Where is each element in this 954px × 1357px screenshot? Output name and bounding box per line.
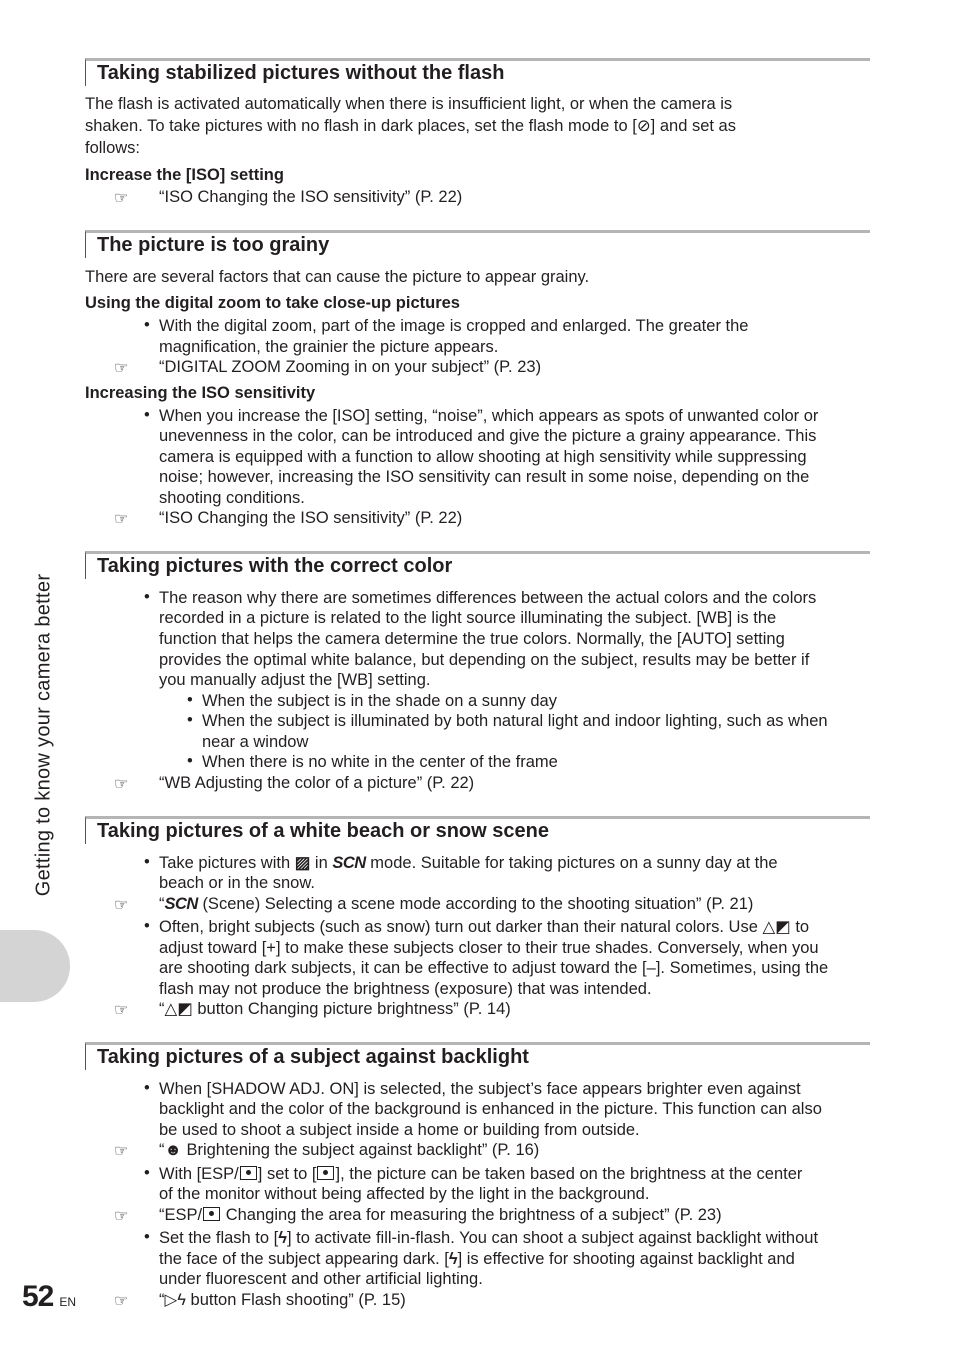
section-title: Taking pictures of a white beach or snow scene	[97, 820, 549, 842]
reference-link[interactable]	[159, 1205, 722, 1226]
reference-hand-icon: ☞	[114, 360, 127, 377]
reference-hand-icon: ☞	[114, 776, 127, 793]
reference-link[interactable]: “△◩ button Changing picture brightness” (P. 14)	[159, 1000, 511, 1018]
spot-metering-icon	[317, 1166, 334, 1180]
bullet-text: near a window	[202, 733, 309, 751]
text: Brightening the subject against backlight” (P. 16)	[186, 1141, 540, 1159]
text: mode. Suitable for taking pictures on a sunny day at the	[370, 854, 778, 872]
bullet-text: The reason why there are sometimes differences between the actual colors and the colors	[159, 589, 817, 607]
bullet-icon: •	[144, 316, 150, 334]
bullet-icon: •	[144, 1228, 150, 1246]
bullet-icon: •	[187, 691, 193, 709]
text: ] set to [	[257, 1165, 317, 1183]
text: Take pictures with	[159, 854, 291, 872]
text: in	[314, 854, 328, 872]
exposure-compensation-icon: △◩	[164, 1000, 193, 1018]
bullet-icon: •	[144, 1164, 150, 1182]
section-heading-grainy	[85, 230, 870, 258]
text: ] and set as	[650, 117, 736, 135]
text: shaken. To take pictures with no flash in dark places, set the flash mode to [	[85, 117, 637, 135]
bullet-text: unevenness in the color, can be introduced and give the picture a grainy appearance. This	[159, 427, 817, 445]
bullet-text: of the monitor without being affected by the light in the background.	[159, 1185, 650, 1203]
text: the face of the subject appearing dark. [	[159, 1250, 449, 1268]
subheading: Using the digital zoom to take close-up pictures	[85, 294, 460, 312]
reference-link[interactable]: “ISO Changing the ISO sensitivity” (P. 22)	[159, 509, 463, 527]
bullet-text: camera is equipped with a function to allow shooting at high sensitivity while suppressing	[159, 448, 807, 466]
bullet-icon: •	[144, 1079, 150, 1097]
text: With [ESP/	[159, 1165, 239, 1183]
bullet-text: be used to shoot a subject inside a home or building from outside.	[159, 1121, 640, 1139]
reference-link[interactable]: “DIGITAL ZOOM Zooming in on your subject” (P. 23)	[159, 358, 542, 376]
bullet-text	[159, 1164, 802, 1185]
bullet-icon: •	[144, 917, 150, 935]
bullet-text: When [SHADOW ADJ. ON] is selected, the subject’s face appears brighter even against	[159, 1080, 801, 1098]
bullet-text: are shooting dark subjects, it can be effective to adjust toward the [–]. Sometimes, using the	[159, 959, 829, 977]
text: Changing the area for measuring the brightness of a subject” (P. 23)	[225, 1206, 722, 1224]
scn-icon: SCN	[164, 895, 198, 913]
bullet-text: provides the optimal white balance, but depending on the subject, results may be better if	[159, 651, 810, 669]
reference-link[interactable]: “☻ Brightening the subject against backlight” (P. 16)	[159, 1141, 540, 1159]
reference-link[interactable]: “SCN (Scene) Selecting a scene mode according to the shooting situation” (P. 21)	[159, 895, 754, 913]
chapter-tab	[0, 930, 70, 1002]
scn-icon: SCN	[332, 854, 366, 872]
section-heading-stabilized	[85, 58, 870, 86]
bullet-text: noise; however, increasing the ISO sensitivity can result in some noise, depending on the	[159, 468, 810, 486]
section-title: Taking pictures of a subject against backlight	[97, 1046, 529, 1068]
text: ] is effective for shooting against backlight and	[457, 1250, 795, 1268]
bullet-text	[159, 917, 809, 938]
section-heading-beach-snow	[85, 816, 870, 844]
subheading: Increase the [ISO] setting	[85, 166, 284, 184]
bullet-text: recorded in a picture is related to the light source illuminating the subject. [WB] is the	[159, 609, 777, 627]
exposure-compensation-icon: △◩	[762, 918, 791, 936]
flash-button-icon: ▷ϟ	[164, 1291, 186, 1309]
subheading: Increasing the ISO sensitivity	[85, 384, 316, 402]
text: ], the picture can be taken based on the brightness at the center	[335, 1165, 803, 1183]
bullet-text: When you increase the [ISO] setting, “noise”, which appears as spots of unwanted color or	[159, 407, 819, 425]
bullet-text: magnification, the grainier the picture appears.	[159, 338, 499, 356]
bullet-text: When there is no white in the center of the frame	[202, 753, 558, 771]
bullet-text: adjust toward [+] to make these subjects closer to their true shades. Conversely, when you	[159, 939, 819, 957]
bullet-icon: •	[187, 752, 193, 770]
reference-link[interactable]: “▷ϟ button Flash shooting” (P. 15)	[159, 1291, 406, 1309]
bullet-text: flash may not produce the brightness (exposure) that was intended.	[159, 980, 652, 998]
flash-off-icon: ⊘	[636, 117, 651, 135]
spot-metering-icon	[240, 1166, 257, 1180]
text: button Flash shooting” (P. 15)	[190, 1291, 406, 1309]
bullet-text	[159, 1228, 818, 1249]
text: Set the flash to [	[159, 1229, 279, 1247]
text: “ESP/	[159, 1206, 203, 1224]
bullet-text: backlight and the color of the background is enhanced in the picture. This function can also	[159, 1100, 822, 1118]
shadow-adjust-icon: ☻	[164, 1141, 182, 1159]
reference-hand-icon: ☞	[114, 511, 127, 528]
text: (Scene) Selecting a scene mode according to the shooting situation” (P. 21)	[202, 895, 754, 913]
page-number	[22, 1280, 76, 1314]
reference-hand-icon: ☞	[114, 190, 127, 207]
section-title: The picture is too grainy	[97, 234, 330, 256]
paragraph-line: follows:	[85, 139, 141, 157]
section-heading-backlight	[85, 1042, 870, 1070]
reference-hand-icon: ☞	[114, 1143, 127, 1160]
text: to	[795, 918, 810, 936]
text: ] to activate fill-in-flash. You can shoot a subject against backlight without	[286, 1229, 819, 1247]
bullet-text: With the digital zoom, part of the image is cropped and enlarged. The greater the	[159, 317, 749, 335]
section-title: Taking stabilized pictures without the flash	[97, 62, 505, 84]
paragraph-line: There are several factors that can cause the picture to appear grainy.	[85, 268, 590, 286]
bullet-icon: •	[144, 853, 150, 871]
bullet-text: beach or in the snow.	[159, 874, 315, 892]
beach-snow-mode-icon: ▨	[294, 854, 311, 872]
flash-on-icon: ϟ	[278, 1229, 287, 1247]
bullet-text: shooting conditions.	[159, 489, 305, 507]
page-lang: EN	[59, 1295, 77, 1309]
spot-metering-icon	[203, 1207, 220, 1221]
section-title: Taking pictures with the correct color	[97, 555, 453, 577]
reference-hand-icon: ☞	[114, 1208, 127, 1225]
bullet-text	[159, 853, 778, 874]
reference-hand-icon: ☞	[114, 1002, 127, 1019]
bullet-icon: •	[144, 588, 150, 606]
bullet-icon: •	[144, 406, 150, 424]
reference-hand-icon: ☞	[114, 897, 127, 914]
bullet-icon: •	[187, 711, 193, 729]
reference-link[interactable]: “ISO Changing the ISO sensitivity” (P. 22)	[159, 188, 463, 206]
bullet-text: you manually adjust the [WB] setting.	[159, 671, 431, 689]
reference-link[interactable]: “WB Adjusting the color of a picture” (P. 22)	[159, 774, 475, 792]
reference-hand-icon: ☞	[114, 1293, 127, 1310]
bullet-text: function that helps the camera determine the true colors. Normally, the [AUTO] setting	[159, 630, 785, 648]
text: Often, bright subjects (such as snow) turn out darker than their natural colors. Use	[159, 918, 758, 936]
paragraph-line: The flash is activated automatically when there is insufficient light, or when the camera is	[85, 95, 733, 113]
paragraph-line	[85, 116, 736, 137]
chapter-label: Getting to know your camera better	[32, 573, 55, 897]
section-heading-color	[85, 551, 870, 579]
flash-on-icon: ϟ	[448, 1250, 458, 1268]
page-number-value: 52	[22, 1280, 54, 1313]
bullet-text: When the subject is illuminated by both natural light and indoor lighting, such as when	[202, 712, 828, 730]
bullet-text: under fluorescent and other artificial lighting.	[159, 1270, 483, 1288]
text: button Changing picture brightness” (P. 14)	[197, 1000, 511, 1018]
bullet-text	[159, 1249, 795, 1270]
bullet-text: When the subject is in the shade on a sunny day	[202, 692, 557, 710]
